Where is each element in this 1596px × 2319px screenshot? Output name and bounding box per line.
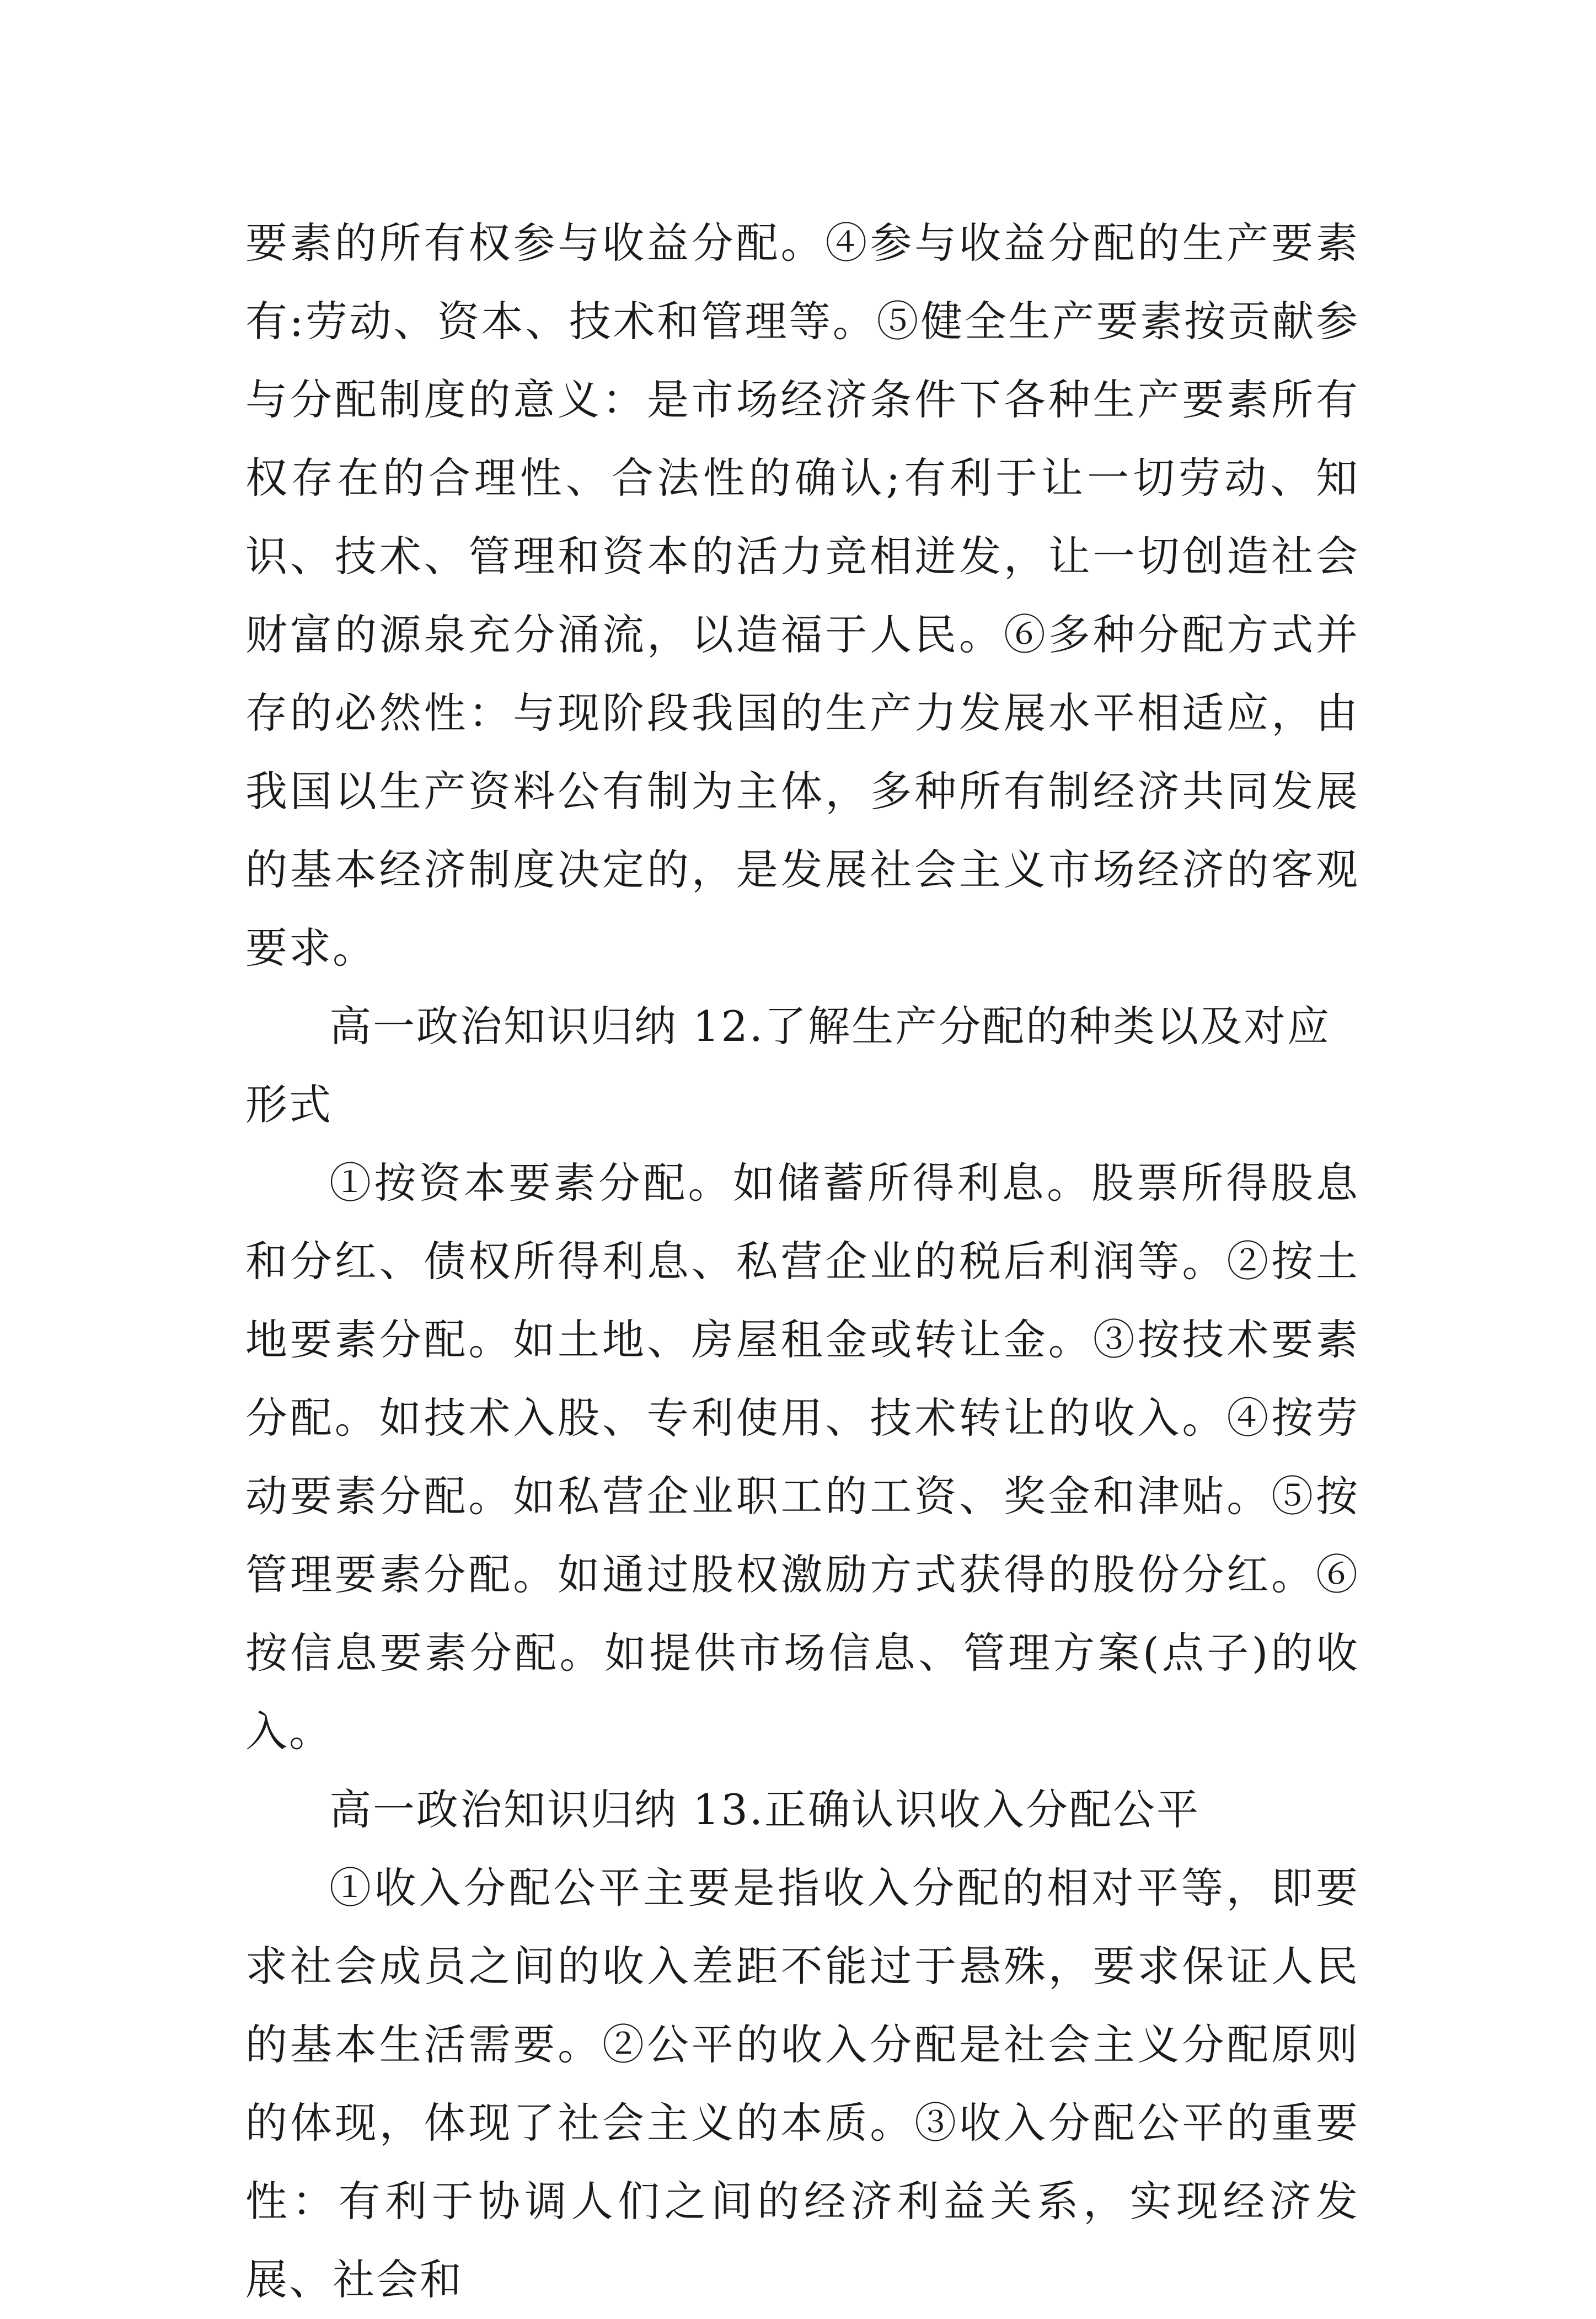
paragraph-distribution-factors: 要素的所有权参与收益分配。④参与收益分配的生产要素有:劳动、资本、技术和管理等。⑤健全生产要素按贡献参与分配制度的意义：是市场经济条件下各种生产要素所有权存在的合理性、合法性的确认;有利于让一切劳动、知识、技术、管理和资本的活力竞相迸发，让一切创造社会财富的源泉充分涌流，以造福于人民。⑥多种分配方式并存的必然性：与现阶段我国的生产力发展水平相适应，由我国以生产资料公有制为主体，多种所有制经济共同发展的基本经济制度决定的，是发展社会主义市场经济的客观要求。 bbox=[245, 218, 1359, 973]
paragraph-distribution-types: ①按资本要素分配。如储蓄所得利息。股票所得股息和分红、债权所得利息、私营企业的税后利润等。②按土地要素分配。如土地、房屋租金或转让金。③按技术要素分配。如技术入股、专利使用、技术转让的收入。④按劳动要素分配。如私营企业职工的工资、奖金和津贴。⑤按管理要素分配。如通过股权激励方式获得的股份分红。⑥按信息要素分配。如提供市场信息、管理方案(点子)的收入。 bbox=[245, 1158, 1359, 1756]
paragraph-distribution-fairness: ①收入分配公平主要是指收入分配的相对平等，即要求社会成员之间的收入差距不能过于悬殊，要求保证人民的基本生活需要。②公平的收入分配是社会主义分配原则的体现，体现了社会主义的本质。③收入分配公平的重要性：有利于协调人们之间的经济利益关系，实现经济发展、社会和 bbox=[245, 1863, 1359, 2304]
section-heading-13: 高一政治知识归纳 13.正确认识收入分配公平 bbox=[329, 1785, 1201, 1834]
document-page bbox=[245, 204, 1359, 2319]
section-heading-12: 高一政治知识归纳 12.了解生产分配的种类以及对应形式 bbox=[245, 1002, 1331, 1129]
